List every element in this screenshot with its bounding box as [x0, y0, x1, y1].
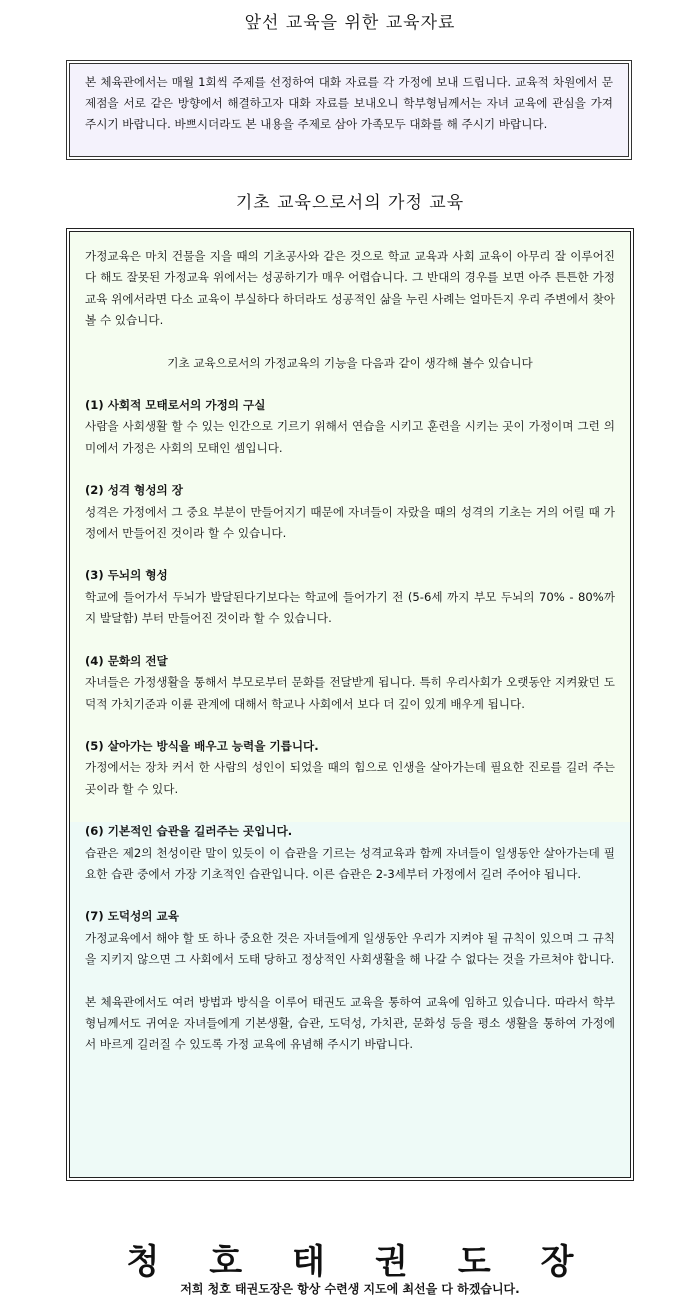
- page-title: 앞선 교육을 위한 교육자료: [244, 13, 456, 33]
- section-heading: (2) 성격 형성의 장: [85, 483, 183, 498]
- article-lead: 가정교육은 마치 건물을 지을 때의 기초공사와 같은 것으로 학교 교육과 사회 교육이 아무리 잘 이루어진다 해도 잘못된 가정교육 위에서는 성공하기가 매우 어렵습니다. 그 반대의 경우를 보면 아주 튼튼한 가정교육 위에서라면 다소 교육이 부실하다 하더라도 성공적인 삶을 누린 사례는 얼마든지 우리 주변에서 찾아볼 수 있습니다.: [85, 249, 615, 328]
- section-body: 사람을 사회생활 할 수 있는 인간으로 기르기 위해서 연습을 시키고 훈련을 시키는 곳이 가정이며 그런 의미에서 가정은 사회의 모태인 셈입니다.: [85, 419, 615, 455]
- section-6: [85, 821, 615, 885]
- section-1: [85, 395, 615, 459]
- section-heading: (1) 사회적 모태로서의 가정의 구실: [85, 398, 266, 413]
- article-subtitle: 기초 교육으로서의 가정교육의 기능을 다음과 같이 생각해 볼수 있습니다: [167, 355, 533, 370]
- intro-box: [66, 60, 632, 160]
- section-heading: (6) 기본적인 습관을 길러주는 곳입니다.: [85, 824, 293, 839]
- section-body: 가정에서는 장차 커서 한 사람의 성인이 되었을 때의 힘으로 인생을 살아가는데 필요한 진로를 길러 주는 곳이라 할 수 있다.: [85, 760, 615, 796]
- section-heading: (4) 문화의 전달: [85, 653, 168, 668]
- section-2: [85, 480, 615, 544]
- section-4: [85, 651, 615, 715]
- section-heading: (7) 도덕성의 교육: [85, 909, 179, 924]
- section-heading: (3) 두뇌의 형성: [85, 568, 168, 583]
- section-body: 가정교육에서 해야 할 또 하나 중요한 것은 자녀들에게 일생동안 우리가 지켜야 될 규칙이 있으며 그 규칙을 지키지 않으면 그 사회에서 도태 당하고 정상적인 사회생활을 해 나갈 수 없다는 것을 가르쳐야 합니다.: [85, 930, 615, 967]
- section-heading: (5) 살아가는 방식을 배우고 능력을 기릅니다.: [85, 738, 319, 753]
- section-body: 습관은 제2의 천성이란 말이 있듯이 이 습관을 기르는 성격교육과 함께 자녀들이 일생동안 살아가는데 필요한 습관 중에서 가장 기초적인 습관입니다. 이른 습관은 2-3세부터 가정에서 길러 주어야 됩니다.: [85, 845, 615, 881]
- article-content: [69, 231, 631, 1178]
- section-3: [85, 565, 615, 629]
- section-5: [85, 736, 615, 800]
- article-closing: 본 체육관에서도 여러 방법과 방식을 이루어 태권도 교육을 통하여 교육에 임하고 있습니다. 따라서 학부형님께서도 귀여운 자녀들에게 기본생활, 습관, 도덕성, 가치관, 문화성 등을 평소 생활을 통하여 가정에 서 바르게 길러질 수 있도록 가정 교육에 유념해 주시기 바랍니다.: [85, 994, 615, 1052]
- article-box: [66, 228, 634, 1181]
- section-body: 자녀들은 가정생활을 통해서 부모로부터 문화를 전달받게 됩니다. 특히 우리사회가 오랫동안 지켜왔던 도덕적 가치기준과 이륜 관계에 대해서 학교나 사회에서 보다 더 깊이 있게 배우게 됩니다.: [85, 675, 615, 711]
- section-body: 학교에 들어가서 두뇌가 발달된다기보다는 학교에 들어가기 전 (5-6세 까지 부모 두뇌의 70% - 80%까지 발달함) 부터 만들어진 것이라 할 수 있습니다.: [85, 589, 615, 626]
- article-title: 기초 교육으로서의 가정 교육: [235, 193, 465, 213]
- section-7: [85, 906, 615, 970]
- section-body: 성격은 가정에서 그 중요 부분이 만들어지기 때문에 자녀들이 자랐을 때의 성격의 기초는 거의 어릴 때 가정에서 만들어진 것이라 할 수 있습니다.: [85, 504, 615, 541]
- dojang-name: 청호태권도장: [126, 1242, 624, 1282]
- intro-text: 본 체육관에서는 매월 1회씩 주제를 선정하여 대화 자료를 각 가정에 보내 드립니다. 교육적 차원에서 문제점을 서로 같은 방향에서 해결하고자 대화 자료를 보내오니 학부형님께서는 자녀 교육에 관심을 가져 주시기 바랍니다. 바쁘시더라도 본 내용을 주제로 삼아 가족모두 대화를 해 주시기 바랍니다.: [69, 63, 629, 157]
- footer-tagline: 저희 청호 태권도장은 항상 수련생 지도에 최선을 다 하겠습니다.: [180, 1282, 520, 1296]
